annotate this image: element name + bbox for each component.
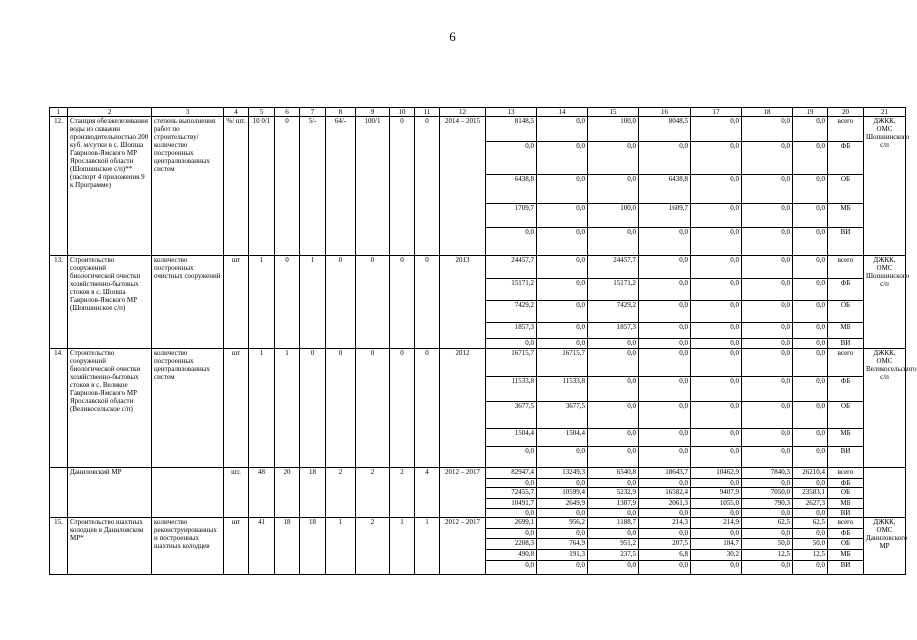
funding-source-cell: МБ <box>828 550 864 561</box>
finance-value-cell: 184,7 <box>691 539 742 550</box>
finance-value-cell: 0,0 <box>639 429 691 447</box>
finance-value-cell: 0,0 <box>486 479 537 488</box>
finance-value-cell: 0,0 <box>793 377 828 402</box>
finance-value-cell: 0,0 <box>742 279 793 301</box>
target-value-cell: 1 <box>249 256 275 349</box>
finance-value-cell: 0,0 <box>793 256 828 279</box>
finance-value-cell: 237,5 <box>588 550 639 561</box>
finance-value-cell: 1055,0 <box>691 499 742 509</box>
finance-value-cell: 0,0 <box>793 204 828 228</box>
finance-value-cell: 0,0 <box>793 509 828 518</box>
finance-value-cell: 18643,7 <box>639 468 691 479</box>
header-cell: 13 <box>486 108 537 117</box>
year-value-cell: 1 <box>275 349 300 468</box>
finance-value-cell: 490,8 <box>486 550 537 561</box>
finance-value-cell: 0,0 <box>588 447 639 468</box>
finance-value-cell: 8048,5 <box>639 117 691 142</box>
finance-value-cell: 0,0 <box>639 339 691 349</box>
header-cell: 6 <box>275 108 300 117</box>
year-value-cell: 18 <box>275 518 300 575</box>
finance-value-cell: 11533,8 <box>537 377 588 402</box>
finance-value-cell: 0,0 <box>588 429 639 447</box>
finance-value-cell: 0,0 <box>639 529 691 539</box>
funding-source-cell: ОБ <box>828 301 864 323</box>
finance-value-cell: 2699,1 <box>486 518 537 529</box>
funding-source-cell: ОБ <box>828 175 864 204</box>
finance-value-cell: 5232,9 <box>588 488 639 499</box>
finance-value-cell: 0,0 <box>639 349 691 377</box>
year-value-cell: 64/- <box>326 117 356 256</box>
finance-value-cell: 62,5 <box>793 518 828 529</box>
indicator-cell: количество реконструированных и построенных шахтных колодцев <box>152 518 224 575</box>
year-value-cell: 20 <box>275 468 300 518</box>
finance-value-cell: 16715,7 <box>537 349 588 377</box>
finance-value-cell: 0,0 <box>537 509 588 518</box>
finance-value-cell: 0,0 <box>639 323 691 339</box>
funding-source-cell: МБ <box>828 429 864 447</box>
funding-source-cell: ВИ <box>828 447 864 468</box>
funding-source-cell: всего <box>828 518 864 529</box>
finance-value-cell: 0,0 <box>639 228 691 256</box>
finance-value-cell: 6438,8 <box>639 175 691 204</box>
funding-source-cell: всего <box>828 117 864 142</box>
finance-value-cell: 10462,9 <box>691 468 742 479</box>
finance-value-cell: 24457,7 <box>588 256 639 279</box>
year-value-cell: 0 <box>415 349 440 468</box>
header-row <box>50 108 906 117</box>
funding-source-cell: МБ <box>828 499 864 509</box>
finance-value-cell: 0,0 <box>742 447 793 468</box>
table-row <box>50 256 906 279</box>
finance-value-cell: 0,0 <box>588 529 639 539</box>
finance-value-cell: 0,0 <box>537 529 588 539</box>
indicator-cell: количество построенных очистных сооружений <box>152 256 224 349</box>
finance-value-cell: 0,0 <box>639 301 691 323</box>
finance-value-cell: 191,3 <box>537 550 588 561</box>
funding-source-cell: ВИ <box>828 561 864 575</box>
table-row <box>50 518 906 529</box>
finance-value-cell: 0,0 <box>537 204 588 228</box>
table-row <box>50 117 906 142</box>
finance-value-cell: 0,0 <box>639 402 691 429</box>
header-cell: 20 <box>828 108 864 117</box>
item-name-cell: Строительство шахтных колодцев в Даниловском МР* <box>68 518 152 575</box>
finance-value-cell: 1188,7 <box>588 518 639 529</box>
finance-value-cell: 23583,1 <box>793 488 828 499</box>
finance-value-cell: 0,0 <box>537 447 588 468</box>
table-row <box>50 468 906 479</box>
funding-source-cell: МБ <box>828 323 864 339</box>
finance-value-cell: 0,0 <box>691 301 742 323</box>
years-cell: 2013 <box>440 256 486 349</box>
year-value-cell: 100/1 <box>356 117 390 256</box>
header-cell: 5 <box>249 108 275 117</box>
year-value-cell: 0 <box>356 256 390 349</box>
finance-value-cell: 0,0 <box>639 447 691 468</box>
finance-value-cell: 7429,2 <box>588 301 639 323</box>
year-value-cell: 0 <box>275 117 300 256</box>
finance-value-cell: 0,0 <box>486 561 537 575</box>
header-cell: 11 <box>415 108 440 117</box>
finance-value-cell: 0,0 <box>691 142 742 175</box>
year-value-cell: 0 <box>415 256 440 349</box>
finance-value-cell: 1307,9 <box>588 499 639 509</box>
header-cell: 12 <box>440 108 486 117</box>
finance-value-cell: 0,0 <box>537 561 588 575</box>
responsible-cell: ДЖКК, ОМС Шопшинского с/п <box>864 256 906 349</box>
finance-value-cell: 0,0 <box>537 279 588 301</box>
funding-source-cell: МБ <box>828 204 864 228</box>
year-value-cell: 1 <box>390 518 415 575</box>
finance-value-cell: 30,2 <box>691 550 742 561</box>
finance-value-cell: 0,0 <box>537 256 588 279</box>
year-value-cell: 0 <box>390 349 415 468</box>
target-value-cell: 48 <box>249 468 275 518</box>
finance-value-cell: 0,0 <box>639 142 691 175</box>
finance-value-cell: 0,0 <box>486 529 537 539</box>
finance-value-cell: 6,8 <box>639 550 691 561</box>
finance-value-cell: 0,0 <box>793 479 828 488</box>
header-cell: 8 <box>326 108 356 117</box>
finance-value-cell: 0,0 <box>639 279 691 301</box>
header-cell: 15 <box>588 108 639 117</box>
target-value-cell: 10 0/1 <box>249 117 275 256</box>
header-cell: 18 <box>742 108 793 117</box>
finance-value-cell: 0,0 <box>639 256 691 279</box>
finance-value-cell: 1504,4 <box>486 429 537 447</box>
finance-value-cell: 0,0 <box>793 447 828 468</box>
finance-value-cell: 9407,9 <box>691 488 742 499</box>
target-value-cell: 41 <box>249 518 275 575</box>
finance-value-cell: 0,0 <box>537 117 588 142</box>
finance-value-cell: 0,0 <box>793 279 828 301</box>
responsible-cell: ДЖКК, ОМС Великосельского с/п <box>864 349 906 468</box>
header-cell: 21 <box>864 108 906 117</box>
finance-value-cell: 0,0 <box>742 175 793 204</box>
finance-value-cell: 1709,7 <box>486 204 537 228</box>
finance-value-cell: 0,0 <box>691 175 742 204</box>
finance-value-cell: 0,0 <box>588 479 639 488</box>
finance-value-cell: 0,0 <box>639 479 691 488</box>
funding-source-cell: ВИ <box>828 228 864 256</box>
finance-value-cell: 0,0 <box>691 402 742 429</box>
finance-value-cell: 0,0 <box>588 561 639 575</box>
finance-value-cell: 26210,4 <box>793 468 828 479</box>
finance-value-cell: 0,0 <box>537 175 588 204</box>
funding-source-cell: ОБ <box>828 402 864 429</box>
indicator-cell: степень выполнения работ по строительству/ количество построенных централизованных систем <box>152 117 224 256</box>
year-value-cell: 0 <box>356 349 390 468</box>
row-number-cell: 14. <box>50 349 68 468</box>
finance-value-cell: 0,0 <box>742 479 793 488</box>
finance-value-cell: 0,0 <box>588 377 639 402</box>
finance-value-cell: 0,0 <box>793 349 828 377</box>
finance-value-cell: 0,0 <box>691 447 742 468</box>
finance-value-cell: 2649,9 <box>537 499 588 509</box>
responsible-cell <box>864 468 906 518</box>
finance-value-cell: 0,0 <box>793 323 828 339</box>
year-value-cell: 0 <box>275 256 300 349</box>
item-name-cell: Даниловский МР <box>68 468 152 518</box>
finance-value-cell: 1857,3 <box>588 323 639 339</box>
finance-value-cell: 0,0 <box>486 228 537 256</box>
finance-value-cell: 0,0 <box>742 349 793 377</box>
finance-value-cell: 62,5 <box>742 518 793 529</box>
finance-value-cell: 1609,7 <box>639 204 691 228</box>
finance-value-cell: 50,0 <box>742 539 793 550</box>
funding-source-cell: ФБ <box>828 479 864 488</box>
item-name-cell: Строительство сооружений биологической очистки хозяйственно-бытовых стоков в с. Великое Гаврилов-Ямского МР Ярославской области (Великосельское с/п) <box>68 349 152 468</box>
finance-value-cell: 6438,8 <box>486 175 537 204</box>
row-number-cell: 15. <box>50 518 68 575</box>
finance-value-cell: 12,5 <box>793 550 828 561</box>
year-value-cell: 2 <box>326 468 356 518</box>
finance-value-cell: 0,0 <box>691 429 742 447</box>
finance-value-cell: 0,0 <box>742 339 793 349</box>
finance-value-cell: 207,5 <box>639 539 691 550</box>
finance-value-cell: 0,0 <box>639 509 691 518</box>
finance-value-cell: 100,0 <box>588 204 639 228</box>
finance-value-cell: 0,0 <box>793 402 828 429</box>
finance-value-cell: 0,0 <box>537 339 588 349</box>
finance-value-cell: 0,0 <box>793 561 828 575</box>
finance-value-cell: 0,0 <box>742 429 793 447</box>
finance-value-cell: 0,0 <box>588 402 639 429</box>
responsible-cell: ДЖКК, ОМС Даниловского МР <box>864 518 906 575</box>
header-cell: 1 <box>50 108 68 117</box>
finance-value-cell: 0,0 <box>537 323 588 339</box>
header-cell: 17 <box>691 108 742 117</box>
header-cell: 14 <box>537 108 588 117</box>
finance-value-cell: 0,0 <box>691 279 742 301</box>
finance-value-cell: 8148,5 <box>486 117 537 142</box>
finance-value-cell: 0,0 <box>742 323 793 339</box>
header-cell: 7 <box>300 108 326 117</box>
funding-source-cell: всего <box>828 256 864 279</box>
unit-cell: шт <box>224 518 249 575</box>
indicator-cell <box>152 468 224 518</box>
finance-value-cell: 0,0 <box>793 339 828 349</box>
year-value-cell: 1 <box>326 518 356 575</box>
header-cell: 19 <box>793 108 828 117</box>
finance-value-cell: 0,0 <box>691 117 742 142</box>
finance-value-cell: 100,0 <box>588 117 639 142</box>
year-value-cell: 0 <box>390 256 415 349</box>
indicator-cell: количество построенных централизованных систем <box>152 349 224 468</box>
finance-value-cell: 16715,7 <box>486 349 537 377</box>
item-name-cell: Станция обезжелезивания воды из скважин производительностью 200 куб. м/сутки в с. Шопша Гаврилов-Ямского МР Ярославской области (Шопшинское с/п)** (паспорт 4 приложения 9 к Программе) <box>68 117 152 256</box>
year-value-cell: 18 <box>300 518 326 575</box>
finance-value-cell: 0,0 <box>742 256 793 279</box>
finance-value-cell: 0,0 <box>588 349 639 377</box>
finance-value-cell: 0,0 <box>588 228 639 256</box>
finance-value-cell: 15171,2 <box>588 279 639 301</box>
year-value-cell: 0 <box>326 256 356 349</box>
finance-value-cell: 0,0 <box>639 561 691 575</box>
finance-value-cell: 0,0 <box>537 228 588 256</box>
finance-value-cell: 10599,4 <box>537 488 588 499</box>
finance-value-cell: 6540,8 <box>588 468 639 479</box>
finance-value-cell: 82947,4 <box>486 468 537 479</box>
item-name-cell: Строительство сооружений биологической очистки хозяйственно-бытовых стоков в с. Шопша Гаврилов-Ямского МР (Шопшинское с/п) <box>68 256 152 349</box>
finance-value-cell: 0,0 <box>793 301 828 323</box>
row-number-cell: 13. <box>50 256 68 349</box>
finance-value-cell: 7429,2 <box>486 301 537 323</box>
finance-value-cell: 0,0 <box>742 402 793 429</box>
finance-value-cell: 951,2 <box>588 539 639 550</box>
years-cell: 2012 – 2017 <box>440 468 486 518</box>
finance-value-cell: 0,0 <box>793 228 828 256</box>
finance-value-cell: 0,0 <box>793 429 828 447</box>
finance-value-cell: 0,0 <box>537 301 588 323</box>
finance-value-cell: 0,0 <box>742 228 793 256</box>
finance-value-cell: 0,0 <box>486 142 537 175</box>
funding-source-cell: ОБ <box>828 539 864 550</box>
finance-value-cell: 0,0 <box>691 377 742 402</box>
finance-value-cell: 0,0 <box>793 142 828 175</box>
row-number-cell <box>50 468 68 518</box>
year-value-cell: 0 <box>415 117 440 256</box>
finance-value-cell: 72455,7 <box>486 488 537 499</box>
finance-value-cell: 0,0 <box>742 377 793 402</box>
years-cell: 2012 <box>440 349 486 468</box>
finance-value-cell: 764,9 <box>537 539 588 550</box>
header-cell: 4 <box>224 108 249 117</box>
funding-source-cell: ФБ <box>828 142 864 175</box>
year-value-cell: 0 <box>300 349 326 468</box>
finance-value-cell: 2061,3 <box>639 499 691 509</box>
finance-value-cell: 0,0 <box>742 529 793 539</box>
finance-value-cell: 0,0 <box>537 142 588 175</box>
finance-value-cell: 0,0 <box>588 339 639 349</box>
years-cell: 2012 – 2017 <box>440 518 486 575</box>
funding-source-cell: ОБ <box>828 488 864 499</box>
finance-value-cell: 12,5 <box>742 550 793 561</box>
years-cell: 2014 – 2015 <box>440 117 486 256</box>
funding-source-cell: ФБ <box>828 377 864 402</box>
finance-value-cell: 1857,3 <box>486 323 537 339</box>
year-value-cell: 4 <box>415 468 440 518</box>
finance-value-cell: 0,0 <box>486 339 537 349</box>
program-table <box>49 107 917 575</box>
finance-value-cell: 50,0 <box>793 539 828 550</box>
finance-value-cell: 0,0 <box>486 447 537 468</box>
finance-value-cell: 2627,3 <box>793 499 828 509</box>
funding-source-cell: ВИ <box>828 509 864 518</box>
year-value-cell: 5/- <box>300 117 326 256</box>
header-cell: 16 <box>639 108 691 117</box>
finance-value-cell: 0,0 <box>742 561 793 575</box>
finance-value-cell: 13249,3 <box>537 468 588 479</box>
finance-value-cell: 15171,2 <box>486 279 537 301</box>
finance-value-cell: 0,0 <box>588 142 639 175</box>
finance-value-cell: 0,0 <box>639 377 691 402</box>
finance-value-cell: 0,0 <box>793 175 828 204</box>
finance-value-cell: 790,3 <box>742 499 793 509</box>
finance-value-cell: 0,0 <box>691 509 742 518</box>
year-value-cell: 0 <box>390 117 415 256</box>
finance-value-cell: 0,0 <box>691 349 742 377</box>
year-value-cell: 1 <box>415 518 440 575</box>
finance-value-cell: 3677,5 <box>486 402 537 429</box>
finance-value-cell: 0,0 <box>742 301 793 323</box>
header-cell: 9 <box>356 108 390 117</box>
finance-value-cell: 0,0 <box>691 323 742 339</box>
finance-value-cell: 0,0 <box>691 339 742 349</box>
finance-value-cell: 0,0 <box>691 256 742 279</box>
finance-value-cell: 3677,5 <box>537 402 588 429</box>
finance-value-cell: 7050,0 <box>742 488 793 499</box>
finance-value-cell: 214,3 <box>639 518 691 529</box>
year-value-cell: 0 <box>326 349 356 468</box>
finance-value-cell: 0,0 <box>742 142 793 175</box>
finance-value-cell: 0,0 <box>742 117 793 142</box>
finance-value-cell: 956,2 <box>537 518 588 529</box>
funding-source-cell: всего <box>828 349 864 377</box>
finance-value-cell: 0,0 <box>486 509 537 518</box>
table-row <box>50 349 906 377</box>
funding-source-cell: ФБ <box>828 279 864 301</box>
table-body <box>50 108 917 575</box>
finance-value-cell: 0,0 <box>588 175 639 204</box>
finance-value-cell: 0,0 <box>588 509 639 518</box>
finance-value-cell: 0,0 <box>691 204 742 228</box>
target-value-cell: 1 <box>249 349 275 468</box>
finance-value-cell: 0,0 <box>793 117 828 142</box>
unit-cell: шт <box>224 256 249 349</box>
unit-cell: шт. <box>224 468 249 518</box>
finance-value-cell: 214,9 <box>691 518 742 529</box>
funding-source-cell: всего <box>828 468 864 479</box>
finance-value-cell: 10491,7 <box>486 499 537 509</box>
year-value-cell: 2 <box>356 518 390 575</box>
finance-value-cell: 16582,4 <box>639 488 691 499</box>
responsible-cell: ДЖКК, ОМС Шопшинского с/п <box>864 117 906 256</box>
year-value-cell: 2 <box>390 468 415 518</box>
header-cell: 10 <box>390 108 415 117</box>
finance-value-cell: 0,0 <box>691 228 742 256</box>
finance-value-cell: 24457,7 <box>486 256 537 279</box>
finance-value-cell: 7840,3 <box>742 468 793 479</box>
year-value-cell: 18 <box>300 468 326 518</box>
page-number: 6 <box>449 29 456 44</box>
finance-value-cell: 0,0 <box>537 479 588 488</box>
header-cell: 2 <box>68 108 152 117</box>
header-cell: 3 <box>152 108 224 117</box>
funding-source-cell: ВИ <box>828 339 864 349</box>
finance-value-cell: 0,0 <box>691 479 742 488</box>
finance-value-cell: 2208,3 <box>486 539 537 550</box>
year-value-cell: 2 <box>356 468 390 518</box>
finance-value-cell: 0,0 <box>793 529 828 539</box>
year-value-cell: 1 <box>300 256 326 349</box>
finance-value-cell: 0,0 <box>742 509 793 518</box>
finance-value-cell: 0,0 <box>691 561 742 575</box>
finance-value-cell: 0,0 <box>691 529 742 539</box>
finance-value-cell: 0,0 <box>742 204 793 228</box>
row-number-cell: 12. <box>50 117 68 256</box>
finance-value-cell: 1504,4 <box>537 429 588 447</box>
unit-cell: %/ шт. <box>224 117 249 256</box>
finance-value-cell: 11533,8 <box>486 377 537 402</box>
unit-cell: шт <box>224 349 249 468</box>
funding-source-cell: ФБ <box>828 529 864 539</box>
